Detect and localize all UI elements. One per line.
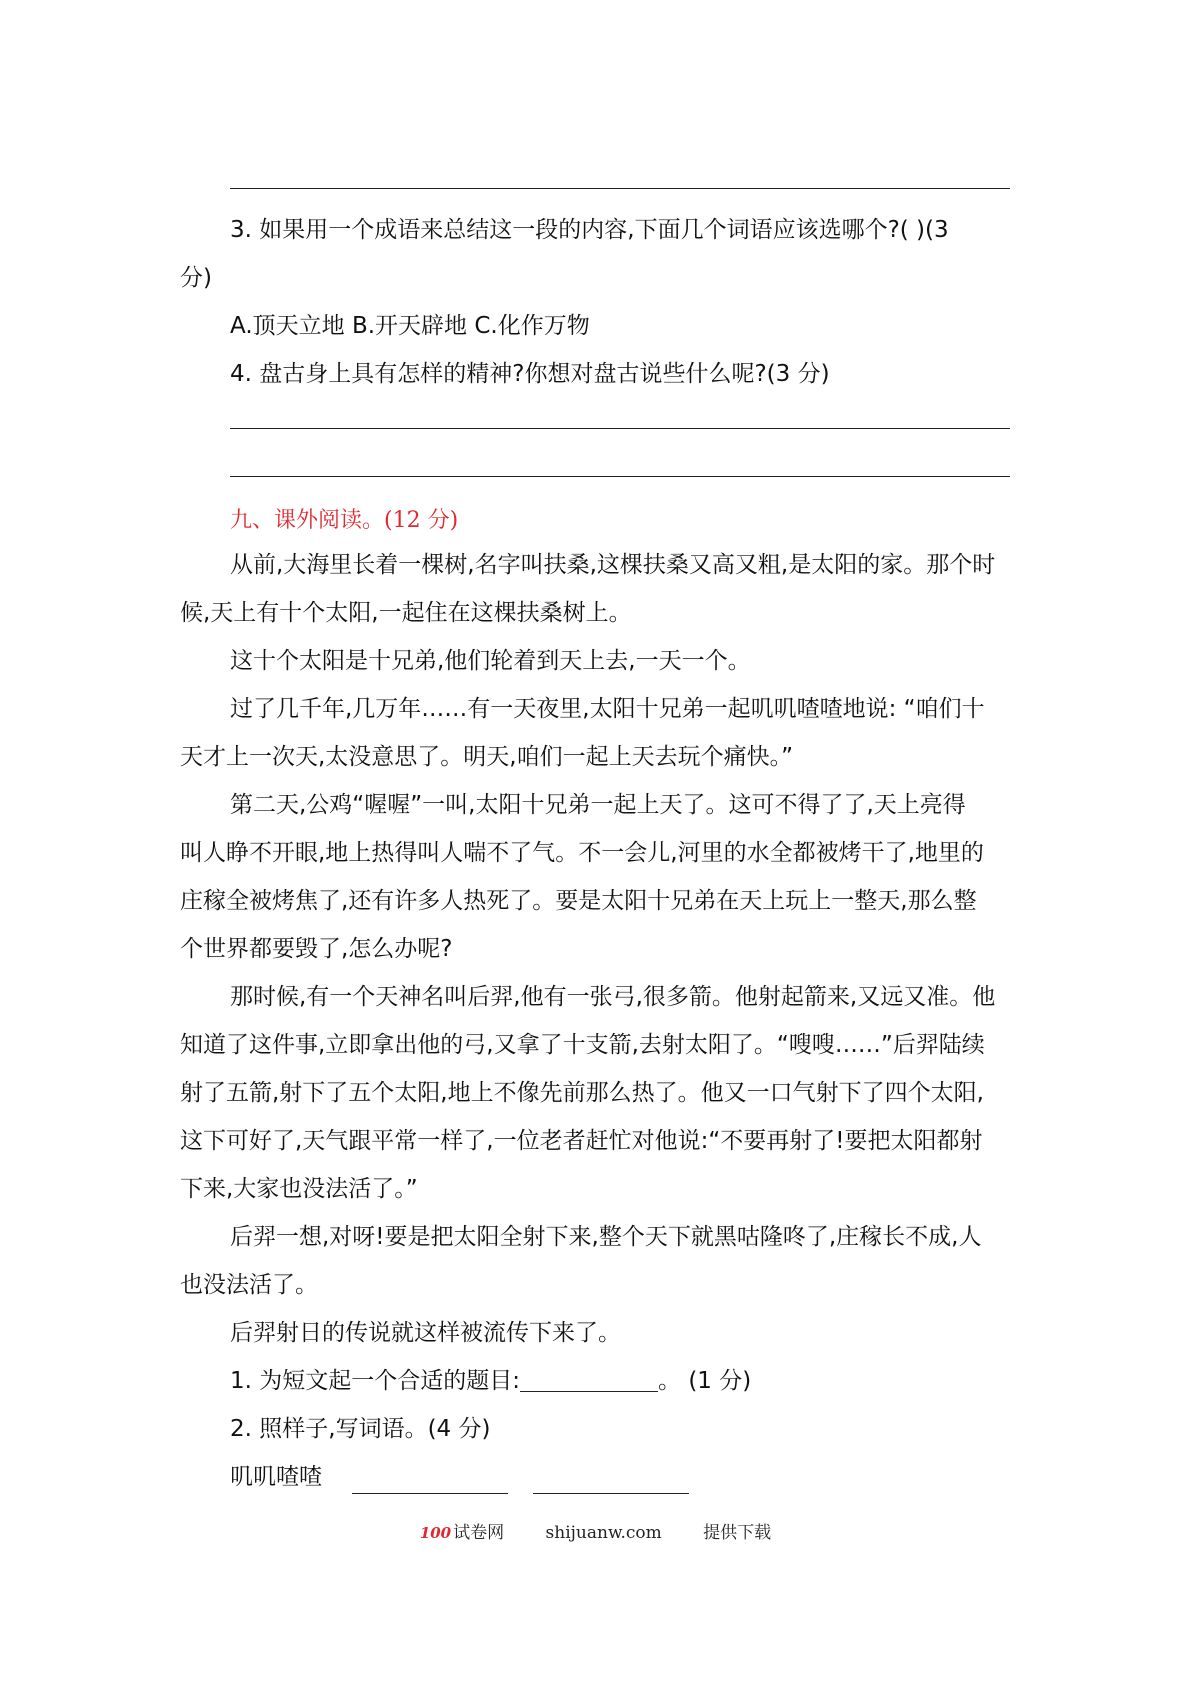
passage-line: 这十个太阳是十兄弟,他们轮着到天上去,一天一个。	[230, 648, 751, 674]
passage-line: 过了几千年,几万年……有一天夜里,太阳十兄弟一起叽叽喳喳地说: “咱们十	[230, 696, 985, 722]
passage-line: 天才上一次天,太没意思了。明天,咱们一起上天去玩个痛快。”	[180, 744, 794, 770]
passage-line: 后羿射日的传说就这样被流传下来了。	[230, 1320, 621, 1346]
question-2: 2. 照样子,写词语。(4 分)	[230, 1416, 491, 1442]
site-logo-text: 试卷网	[453, 1523, 505, 1543]
question-3-text-cont: 分)	[180, 265, 212, 291]
passage-line: 知道了这件事,立即拿出他的弓,又拿了十支箭,去射太阳了。“嗖嗖……”后羿陆续	[180, 1032, 985, 1058]
passage-line: 候,天上有十个太阳,一起住在这棵扶桑树上。	[180, 600, 632, 626]
answer-line	[230, 188, 1010, 189]
passage-line: 这下可好了,天气跟平常一样了,一位老者赶忙对他说:“不要再射了!要把太阳都射	[180, 1128, 983, 1154]
word-answer-blank[interactable]	[533, 1493, 689, 1494]
site-logo-number: 100	[419, 1524, 452, 1542]
page-footer	[0, 1518, 1191, 1543]
question-1	[180, 1357, 1010, 1405]
question-1-score: 。 (1 分)	[658, 1368, 752, 1394]
answer-line	[230, 428, 1010, 429]
section-9-heading: 九、课外阅读。(12 分)	[230, 508, 459, 533]
passage-line: 后羿一想,对呀!要是把太阳全射下来,整个天下就黑咕隆咚了,庄稼长不成,人	[230, 1224, 982, 1250]
question-3-options: A.顶天立地 B.开天辟地 C.化作万物	[230, 313, 590, 339]
passage-line: 个世界都要毁了,怎么办呢?	[180, 936, 453, 962]
question-3-text: 3. 如果用一个成语来总结这一段的内容,下面几个词语应该选哪个?( )(3	[230, 217, 949, 243]
passage-line: 第二天,公鸡“喔喔”一叫,太阳十兄弟一起上天了。这可不得了了,天上亮得	[230, 792, 966, 818]
passage-line: 从前,大海里长着一棵树,名字叫扶桑,这棵扶桑又高又粗,是太阳的家。那个时	[230, 552, 996, 578]
example-word: 叽叽喳喳	[230, 1464, 322, 1490]
question-1-prompt: 1. 为短文起一个合适的题目:	[230, 1368, 521, 1394]
title-answer-blank[interactable]	[520, 1361, 658, 1392]
question-4-text: 4. 盘古身上具有怎样的精神?你想对盘古说些什么呢?(3 分)	[230, 361, 830, 387]
site-url: shijuanw.com	[545, 1523, 662, 1543]
word-answer-blank[interactable]	[352, 1493, 508, 1494]
passage-line: 庄稼全被烤焦了,还有许多人热死了。要是太阳十兄弟在天上玩上一整天,那么整	[180, 888, 977, 914]
passage-line: 下来,大家也没法活了。”	[180, 1176, 418, 1202]
passage-line: 叫人睁不开眼,地上热得叫人喘不了气。不一会儿,河里的水全都被烤干了,地里的	[180, 840, 984, 866]
passage-line: 那时候,有一个天神名叫后羿,他有一张弓,很多箭。他射起箭来,又远又准。他	[230, 984, 996, 1010]
answer-line	[230, 476, 1010, 477]
passage-line: 射了五箭,射下了五个太阳,地上不像先前那么热了。他又一口气射下了四个太阳,	[180, 1080, 984, 1106]
footer-tagline: 提供下载	[703, 1523, 772, 1543]
passage-line: 也没法活了。	[180, 1272, 318, 1298]
